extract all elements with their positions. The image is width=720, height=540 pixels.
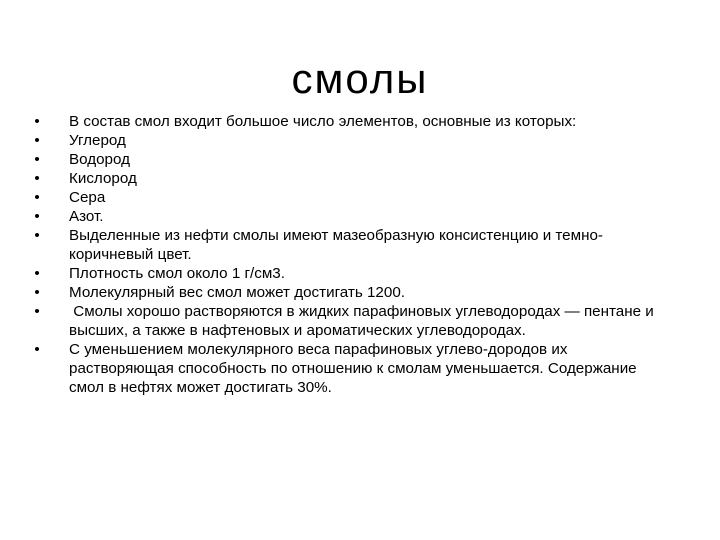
bullet-icon: •	[34, 208, 40, 225]
list-item	[33, 264, 673, 283]
bullet-icon: •	[34, 341, 40, 358]
list-item-text: Кислород	[69, 170, 137, 187]
bullet-icon: •	[34, 227, 40, 244]
bullet-icon: •	[34, 151, 40, 168]
bullet-list	[33, 112, 673, 397]
list-item-text: Азот.	[69, 208, 104, 225]
bullet-icon: •	[34, 284, 40, 301]
bullet-icon: •	[34, 132, 40, 149]
list-item	[33, 131, 673, 150]
list-item	[33, 207, 673, 226]
bullet-icon: •	[34, 113, 40, 130]
list-item	[33, 340, 673, 397]
list-item-text: С уменьшением молекулярного веса парафиновых углево-дородов их растворяющая способность по отношению к смолам уменьшается. Содержание смол в нефтях может достигать 30%.	[69, 341, 637, 396]
list-item-text: Смолы хорошо растворяются в жидких парафиновых углеводородах — пентане и высших, а также в нафтеновых и ароматических углеводородах.	[69, 303, 659, 339]
list-item	[33, 150, 673, 169]
list-item-text: Сера	[69, 189, 106, 206]
list-item	[33, 226, 673, 264]
list-item	[33, 112, 673, 131]
bullet-icon: •	[34, 189, 40, 206]
bullet-icon: •	[34, 303, 40, 320]
list-item-text: Молекулярный вес смол может достигать 1200.	[69, 284, 405, 301]
slide-title-text: смолы	[291, 55, 429, 102]
list-item	[33, 302, 673, 340]
list-item-text: Плотность смол около 1 г/см3.	[69, 265, 285, 282]
bullet-icon: •	[34, 170, 40, 187]
list-item	[33, 169, 673, 188]
list-item-text: Выделенные из нефти смолы имеют мазеобразную консистенцию и темно-коричневый цвет.	[69, 227, 603, 263]
bullet-icon: •	[34, 265, 40, 282]
list-item	[33, 188, 673, 207]
list-item-text: Углерод	[69, 132, 126, 149]
list-item-text: Водород	[69, 151, 130, 168]
slide-title	[60, 55, 660, 102]
list-item-text: В состав смол входит большое число элементов, основные из которых:	[69, 113, 577, 130]
list-item	[33, 283, 673, 302]
